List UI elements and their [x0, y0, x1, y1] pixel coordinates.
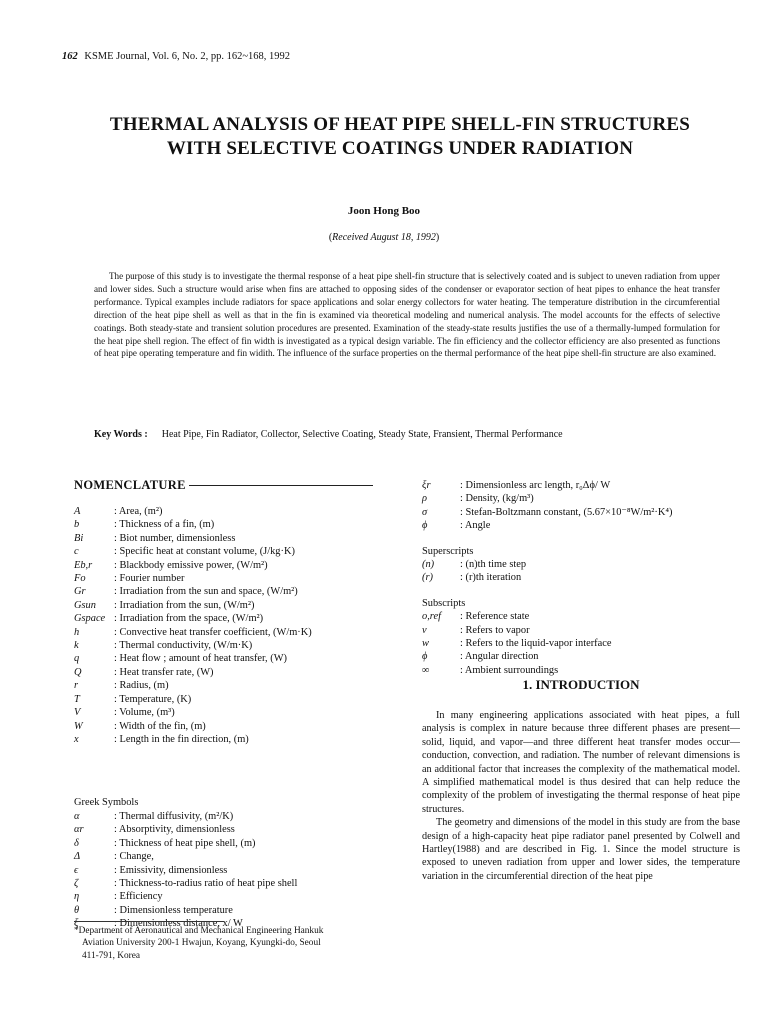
- symbol-definition: : Refers to vapor: [460, 624, 530, 636]
- symbol: α: [74, 811, 80, 822]
- nomenclature-entry: [74, 652, 414, 665]
- nomenclature-entry: [74, 850, 414, 863]
- symbol-definition: : Dimensionless temperature: [114, 904, 233, 916]
- nomenclature-entry: [422, 664, 742, 677]
- symbol: b: [74, 519, 80, 531]
- symbol: ϕ: [422, 520, 428, 532]
- symbol-definition: : Radius, (m): [114, 680, 169, 692]
- symbol: c: [74, 546, 79, 558]
- nomenclature-entry: [74, 877, 414, 890]
- nomenclature-entry: [74, 837, 414, 850]
- symbol: δ: [74, 837, 79, 849]
- nomenclature-entry: [74, 693, 414, 706]
- heading-rule: [189, 485, 373, 486]
- symbol: W: [74, 720, 83, 732]
- nomenclature-entry: [422, 637, 742, 650]
- symbol: Gr: [74, 586, 86, 598]
- symbol-definition: : Blackbody emissive power, (W/m²): [114, 559, 268, 571]
- symbol: o,ref: [422, 611, 441, 623]
- symbol: ∞: [422, 664, 430, 676]
- symbol: k: [74, 640, 79, 652]
- introduction-heading: 1. INTRODUCTION: [522, 677, 640, 692]
- symbol-definition: : Fourier number: [114, 573, 185, 585]
- symbol: ξr: [422, 480, 431, 491]
- symbol: αr: [74, 824, 84, 836]
- symbol: q: [74, 653, 80, 665]
- symbol-definition: : Thickness of a fin, (m): [114, 519, 215, 531]
- nomenclature-entry: [74, 612, 414, 625]
- symbol-definition: : Thermal diffusivity, (m²/K): [114, 811, 234, 822]
- symbol: Eb,r: [74, 559, 93, 571]
- greek-symbols-list: [74, 810, 414, 931]
- symbol: θ: [74, 904, 80, 916]
- symbol-definition: : Specific heat at constant volume, (J/kg·K): [114, 546, 295, 558]
- symbol-definition: : Change,: [114, 851, 154, 863]
- superscripts-list: [422, 558, 742, 585]
- symbol-definition: : Convective heat transfer coefficient, (W/m·K): [114, 626, 312, 638]
- symbol-definition: : Emissivity, dimensionless: [114, 864, 228, 876]
- intro-paragraph-1: In many engineering applications associated with heat pipes, a full analysis is complex in nature because three different phases are present—solid, liquid, and vapor—and three different heat transfer modes occur—conduction, convection, and radiation. The number of relevant dimensions is an additional factor that increases the complexity of the mathematical model. A simplified mathematical model is thus desired that can help reduce the complexity of the problem of investigating the thermal response of heat pipe structures.: [422, 710, 740, 815]
- nomenclature-entry: [74, 599, 414, 612]
- symbol: T: [74, 693, 80, 705]
- keywords-text: Heat Pipe, Fin Radiator, Collector, Selective Coating, Steady State, Fransient, Thermal Performance: [161, 429, 563, 440]
- nomenclature-entry: [422, 650, 742, 663]
- nomenclature-entry: [74, 706, 414, 719]
- footnote-rule: [74, 921, 224, 922]
- nomenclature-entry: [74, 626, 414, 639]
- nomenclature-entry: [74, 532, 414, 545]
- nomenclature-entry: [422, 479, 742, 492]
- received-label: Received August 18, 1992: [332, 232, 436, 243]
- symbol: Q: [74, 666, 82, 678]
- symbol-definition: : Ambient surroundings: [460, 664, 559, 676]
- symbol-definition: : Irradiation from the sun, (W/m²): [114, 599, 255, 611]
- symbol-definition: : Irradiation from the sun and space, (W/m²): [114, 586, 298, 598]
- symbol-definition: : Angular direction: [460, 651, 539, 663]
- symbol-definition: : Density, (kg/m³): [460, 493, 534, 505]
- keywords: [94, 429, 734, 440]
- symbol: ρ: [422, 493, 427, 505]
- symbol: ξ: [74, 918, 79, 930]
- paper-title: [60, 113, 740, 161]
- symbol-definition: : Dimensionless distance, x/ W: [114, 918, 243, 930]
- symbol-definition: : Reference state: [460, 611, 530, 623]
- nomenclature-entry: [74, 890, 414, 903]
- nomenclature-entry: [74, 810, 414, 823]
- nomenclature-symbols-list: [74, 505, 414, 746]
- symbol: (n): [422, 559, 435, 571]
- author-affiliation-footnote: *Department of Aeronautical and Mechanical Engineering Hankuk Aviation University 200-1 Hwajun, Koyang, Kyungki-do, Seoul 411-791, Korea: [74, 926, 324, 961]
- title-line-1: THERMAL ANALYSIS OF HEAT PIPE SHELL-FIN STRUCTURES: [109, 114, 691, 135]
- intro-paragraph-2: The geometry and dimensions of the model in this study are from the base design of a high-capacity heat pipe radiator panel presented by Colwell and Hartley(1988) and are described in Fig. 1. Since the model structure is exposed to uneven radiation from upper and lower sides, the temperature variation in the circumferential direction of the heat pipe: [422, 817, 740, 882]
- nomenclature-entry: [74, 864, 414, 877]
- symbol: r: [74, 680, 79, 692]
- nomenclature-entry: [74, 518, 414, 531]
- symbol: ζ: [74, 878, 79, 890]
- symbol: Gsun: [74, 599, 96, 611]
- symbol: Gspace: [74, 613, 106, 625]
- nomenclature-entry: [422, 624, 742, 637]
- page-number: 162: [62, 51, 78, 62]
- symbol: η: [74, 891, 80, 903]
- nomenclature-entry: [74, 559, 414, 572]
- subscripts-list: [422, 610, 742, 677]
- symbol: A: [74, 506, 81, 517]
- symbol: v: [422, 624, 427, 636]
- symbol-definition: : Refers to the liquid-vapor interface: [460, 638, 612, 650]
- symbol-definition: : Heat flow ; amount of heat transfer, (W): [114, 653, 287, 665]
- symbol: V: [74, 707, 81, 719]
- symbol-definition: : Absorptivity, dimensionless: [114, 824, 235, 836]
- greek-symbols-title: Greek Symbols: [74, 797, 139, 808]
- nomenclature-entry: [74, 585, 414, 598]
- symbol-definition: : Thickness-to-radius ratio of heat pipe shell: [114, 878, 298, 890]
- symbol: Δ: [74, 851, 81, 863]
- symbol-definition: : (n)th time step: [460, 559, 527, 571]
- author-name: Joon Hong Boo: [347, 205, 421, 217]
- keywords-label: Key Words :: [94, 429, 148, 440]
- symbol-definition: : Efficiency: [114, 891, 163, 903]
- nomenclature-entry: [422, 610, 742, 623]
- symbol-definition: : Volume, (m³): [114, 707, 175, 719]
- symbol: (r): [422, 572, 433, 584]
- symbol: x: [74, 733, 79, 745]
- nomenclature-entry: [74, 720, 414, 733]
- symbol-definition: : Stefan-Boltzmann constant, (5.67×10⁻⁸W/m²·K⁴): [460, 506, 673, 518]
- symbol-definition: : Temperature, (K): [114, 693, 192, 705]
- symbol: w: [422, 638, 429, 650]
- symbol-definition: : Heat transfer rate, (W): [114, 666, 214, 678]
- symbol-definition: : (r)th iteration: [460, 572, 522, 584]
- running-header: [62, 51, 290, 62]
- greek-symbols-continued: [422, 479, 742, 533]
- received-date: (Received August 18, 1992): [328, 232, 440, 243]
- symbol-definition: : Dimensionless arc length, r₀Δϕ/ W: [460, 480, 611, 491]
- symbol-definition: : Irradiation from the space, (W/m²): [114, 613, 264, 625]
- nomenclature-entry: [74, 505, 414, 518]
- nomenclature-entry: [74, 666, 414, 679]
- symbol-definition: : Area, (m²): [114, 506, 163, 517]
- symbol-definition: : Biot number, dimensionless: [114, 532, 236, 544]
- symbol-definition: : Length in the fin direction, (m): [114, 733, 249, 745]
- symbol-definition: : Thickness of heat pipe shell, (m): [114, 837, 256, 849]
- nomenclature-entry: [74, 679, 414, 692]
- symbol: ϵ: [74, 864, 79, 876]
- symbol-definition: : Angle: [460, 520, 491, 532]
- nomenclature-entry: [422, 492, 742, 505]
- nomenclature-entry: [422, 506, 742, 519]
- symbol: h: [74, 626, 80, 638]
- abstract: The purpose of this study is to investigate the thermal response of a heat pipe shell-fin structure that is selectively coated and is subject to uneven radiation from upper and lower sides. Such a structure would arise when fins are attached to opposing sides of the condenser or evaporator section of heat pipes to enhance the heat transfer performance. Typical examples include radiators for space applications and solar energy collectors for water heating. The temperature distribution in the circumferential direction of the heat pipe shell as well as that in the fin is examined via theoretical modeling and numerical analysis. The model accounts for the effects of selective coatings. Both steady-state and transient solution procedures are presented. Examination of the steady-state results justifies the use of a thermally-lumped formulation for the heat pipe shell region. The effect of fin width is investigated as a typical design variable. The fin efficiency and the collector efficiency are also presented as functions of heat pipe operating temperature and fin widith. The influence of the surface properties on the thermal performance of the heat pipe shell-fin structure are also examined.: [94, 271, 720, 359]
- symbol-definition: : Thermal conductivity, (W/m·K): [114, 640, 253, 652]
- nomenclature-entry: [74, 639, 414, 652]
- nomenclature-entry: [74, 572, 414, 585]
- title-line-2: WITH SELECTIVE COATINGS UNDER RADIATION: [166, 138, 634, 159]
- nomenclature-entry: [74, 733, 414, 746]
- nomenclature-entry: [74, 823, 414, 836]
- symbol: Bi: [74, 532, 84, 544]
- introduction-body: [422, 709, 740, 883]
- symbol-definition: : Width of the fin, (m): [114, 720, 206, 732]
- superscripts-title: Superscripts: [422, 545, 474, 557]
- nomenclature-entry: [422, 571, 742, 584]
- nomenclature-heading: NOMENCLATURE: [74, 478, 373, 493]
- nomenclature-entry: [422, 558, 742, 571]
- nomenclature-entry: [74, 904, 414, 917]
- symbol: Fo: [74, 573, 86, 585]
- nomenclature-entry: [422, 519, 742, 532]
- subscripts-title: Subscripts: [422, 597, 466, 609]
- nomenclature-right-column: [422, 479, 742, 677]
- symbol: ϕ: [422, 651, 428, 663]
- symbol: σ: [422, 506, 428, 518]
- nomenclature-entry: [74, 545, 414, 558]
- journal-citation: KSME Journal, Vol. 6, No. 2, pp. 162~168, 1992: [84, 51, 291, 62]
